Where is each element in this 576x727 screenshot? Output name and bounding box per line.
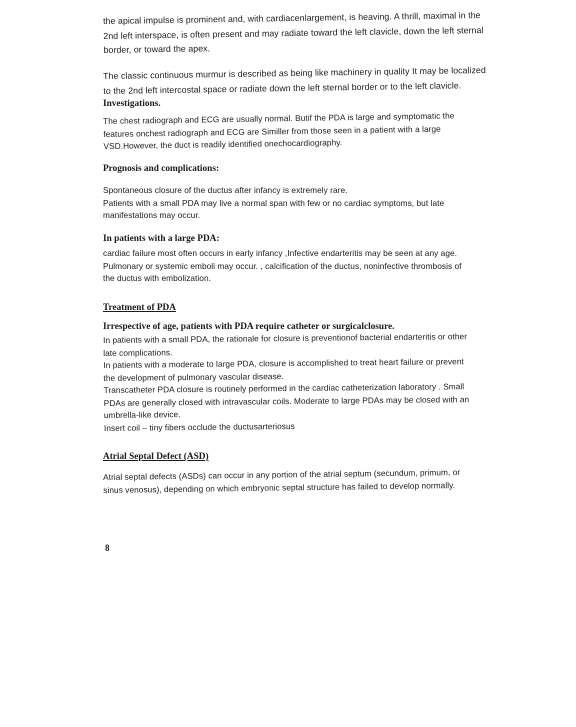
treatment-paragraph: [103, 330, 469, 434]
text-line: late complications.: [103, 346, 173, 358]
text-line: Transcatheter PDA closure is routinely performed in the cardiac catheterization laboratory . Small: [103, 381, 465, 395]
prognosis-heading: Prognosis and complications:: [103, 164, 220, 174]
treatment-heading: Treatment of PDA: [103, 303, 176, 313]
text-line: Spontaneous closure of the ductus after infancy is extremely rare.: [103, 185, 348, 195]
text-line: Patients with a small PDA may live a normal span with few or no cardiac symptoms, but late: [103, 197, 445, 208]
text-line: PDAs are generally closed with intravascular coils. Moderate to large PDAs may be closed with an: [103, 393, 470, 408]
text-line: In patients with a small PDA, the rationale for closure is preventionof bacterial endarteritis or other: [103, 331, 468, 345]
murmur-paragraph: [103, 63, 486, 98]
text-line: cardiac failure most often occurs in early infancy ,Infective endarteritis may be seen at any age.: [103, 248, 458, 258]
text-line: manifestations may occur.: [103, 210, 201, 220]
treatment-subheading: Irrespective of age, patients with PDA require catheter or surgicalclosure.: [103, 322, 395, 332]
text-line: The classic continuous murmur is described as being like machinery in quality It may be localized: [103, 64, 486, 81]
text-line: the apical impulse is prominent and, with cardiacenlargement, is heaving. A thrill, maximal in the: [103, 10, 481, 26]
text-line: sinus venosus), depending on which embryonic septal structure has failed to develop normally.: [103, 479, 456, 495]
investigations-paragraph: [103, 109, 455, 152]
large-pda-heading: In patients with a large PDA:: [103, 234, 220, 244]
prognosis-paragraph: [103, 184, 444, 222]
text-line: the ductus with embolization.: [103, 273, 211, 283]
text-line: to the 2nd left intercostal space or radiate down the left sternal border or to the left clavicle.: [103, 79, 462, 96]
text-line: VSD.However, the duct is readily identified onechocardiography.: [103, 137, 343, 151]
intro-paragraph: [103, 8, 484, 57]
large-pda-paragraph: [103, 247, 462, 285]
text-line: In patients with a moderate to large PDA, closure is accomplished to treat heart failure or prevent: [103, 356, 464, 370]
text-line: features onchest radiograph and ECG are Similler from those seen in a patient with a large: [103, 123, 441, 139]
asd-paragraph: [103, 466, 460, 496]
asd-heading: Atrial Septal Defect (ASD): [103, 452, 209, 462]
text-line: Pulmonary or systemic emboli may occur. , calcification of the ductus, noninfective thrombosis of: [103, 260, 462, 271]
text-line: Insert coil – tiny fibers occlude the ductusarteriosus: [103, 420, 295, 433]
text-line: border, or toward the apex.: [103, 43, 211, 55]
text-line: 2nd left interspace, is often present and may radiate toward the left clavicle, down the left sternal: [103, 24, 484, 41]
text-line: umbrella-like device.: [103, 409, 181, 420]
investigations-heading: Investigations.: [103, 99, 161, 109]
text-line: Atrial septal defects (ASDs) can occur in any portion of the atrial septum (secundum, primum, or: [103, 467, 461, 482]
page-number: 8: [105, 543, 110, 553]
text-line: The chest radiograph and ECG are usually normal. Butif the PDA is large and symptomatic the: [103, 110, 455, 126]
text-line: the development of pulmonary vascular disease.: [103, 370, 284, 383]
